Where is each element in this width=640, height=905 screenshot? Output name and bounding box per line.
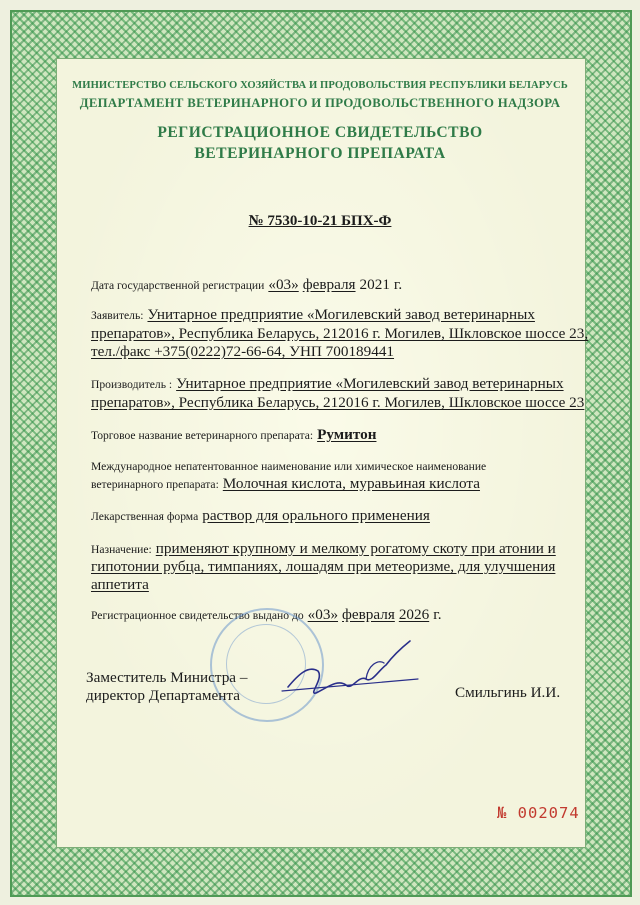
trade-name — [91, 426, 376, 444]
purpose-value-1: применяют крупному и мелкому рогатому скоту при атонии и — [155, 540, 556, 557]
certificate-title: РЕГИСТРАЦИОННОЕ СВИДЕТЕЛЬСТВО — [157, 124, 483, 141]
validity-suffix: г. — [433, 606, 442, 623]
inn-value: Молочная кислота, муравьиная кислота — [222, 475, 480, 492]
trade-name-value: Румитон — [317, 426, 377, 443]
registration-date — [91, 276, 402, 294]
manufacturer-line-1 — [91, 375, 564, 393]
applicant-value-1: Унитарное предприятие «Могилевский завод ветеринарных — [147, 306, 535, 323]
purpose-label: Назначение: — [91, 543, 152, 556]
registration-year: 2021 — [359, 276, 390, 293]
certificate-subtitle: ВЕТЕРИНАРНОГО ПРЕПАРАТА — [194, 145, 446, 162]
applicant-line-1 — [91, 306, 535, 324]
handwritten-signature — [268, 635, 428, 715]
inn-label-1: Международное непатентованное наименование или химическое наименование — [91, 460, 487, 473]
validity-label: Регистрационное свидетельство выдано до — [91, 609, 304, 622]
ministry-header: МИНИСТЕРСТВО СЕЛЬСКОГО ХОЗЯЙСТВА И ПРОДОВОЛЬСТВИЯ РЕСПУБЛИКИ БЕЛАРУСЬ — [72, 80, 568, 91]
validity-day: «03» — [307, 606, 339, 623]
applicant-value-3: тел./факс +375(0222)72-66-64, УНП 700189441 — [91, 343, 395, 360]
manufacturer-label: Производитель : — [91, 378, 173, 391]
signatory-title-1: Заместитель Министра – — [86, 669, 248, 686]
registration-suffix: г. — [393, 276, 403, 293]
registration-label: Дата государственной регистрации — [91, 279, 265, 292]
serial-number: № 002074 — [497, 804, 580, 822]
manufacturer-value-2: препаратов», Республика Беларусь, 212016 г. Могилев, Шкловское шоссе 23 — [91, 394, 585, 411]
registration-day: «03» — [268, 276, 299, 293]
purpose-line-1 — [91, 540, 556, 558]
trade-name-label: Торговое название ветеринарного препарата: — [91, 429, 314, 442]
purpose-value-3: аппетита — [91, 576, 149, 593]
validity-month: февраля — [342, 606, 395, 623]
dosage-form — [91, 507, 430, 525]
inn-line-2 — [91, 475, 480, 493]
dosage-form-value: раствор для орального применения — [202, 507, 430, 524]
manufacturer-value-1: Унитарное предприятие «Могилевский завод ветеринарных — [176, 375, 564, 392]
validity-year: 2026 — [398, 606, 430, 623]
dosage-form-label: Лекарственная форма — [91, 510, 199, 523]
applicant-value-2: препаратов», Республика Беларусь, 212016 г. Могилев, Шкловское шоссе 23, — [91, 325, 589, 342]
signatory-name: Смильгинь И.И. — [455, 684, 561, 701]
inn-label-2: ветеринарного препарата: — [91, 478, 219, 491]
certificate-field — [56, 58, 589, 848]
department-header: ДЕПАРТАМЕНТ ВЕТЕРИНАРНОГО И ПРОДОВОЛЬСТВЕННОГО НАДЗОРА — [79, 96, 561, 110]
certificate-number: № 7530-10-21 БПХ-Ф — [248, 213, 392, 229]
applicant-label: Заявитель: — [91, 309, 144, 322]
purpose-value-2: гипотонии рубца, тимпаниях, лошадям при метеоризме, для улучшения — [91, 558, 556, 575]
signatory-title-2: директор Департамента — [86, 687, 240, 704]
registration-month: февраля — [302, 276, 356, 293]
